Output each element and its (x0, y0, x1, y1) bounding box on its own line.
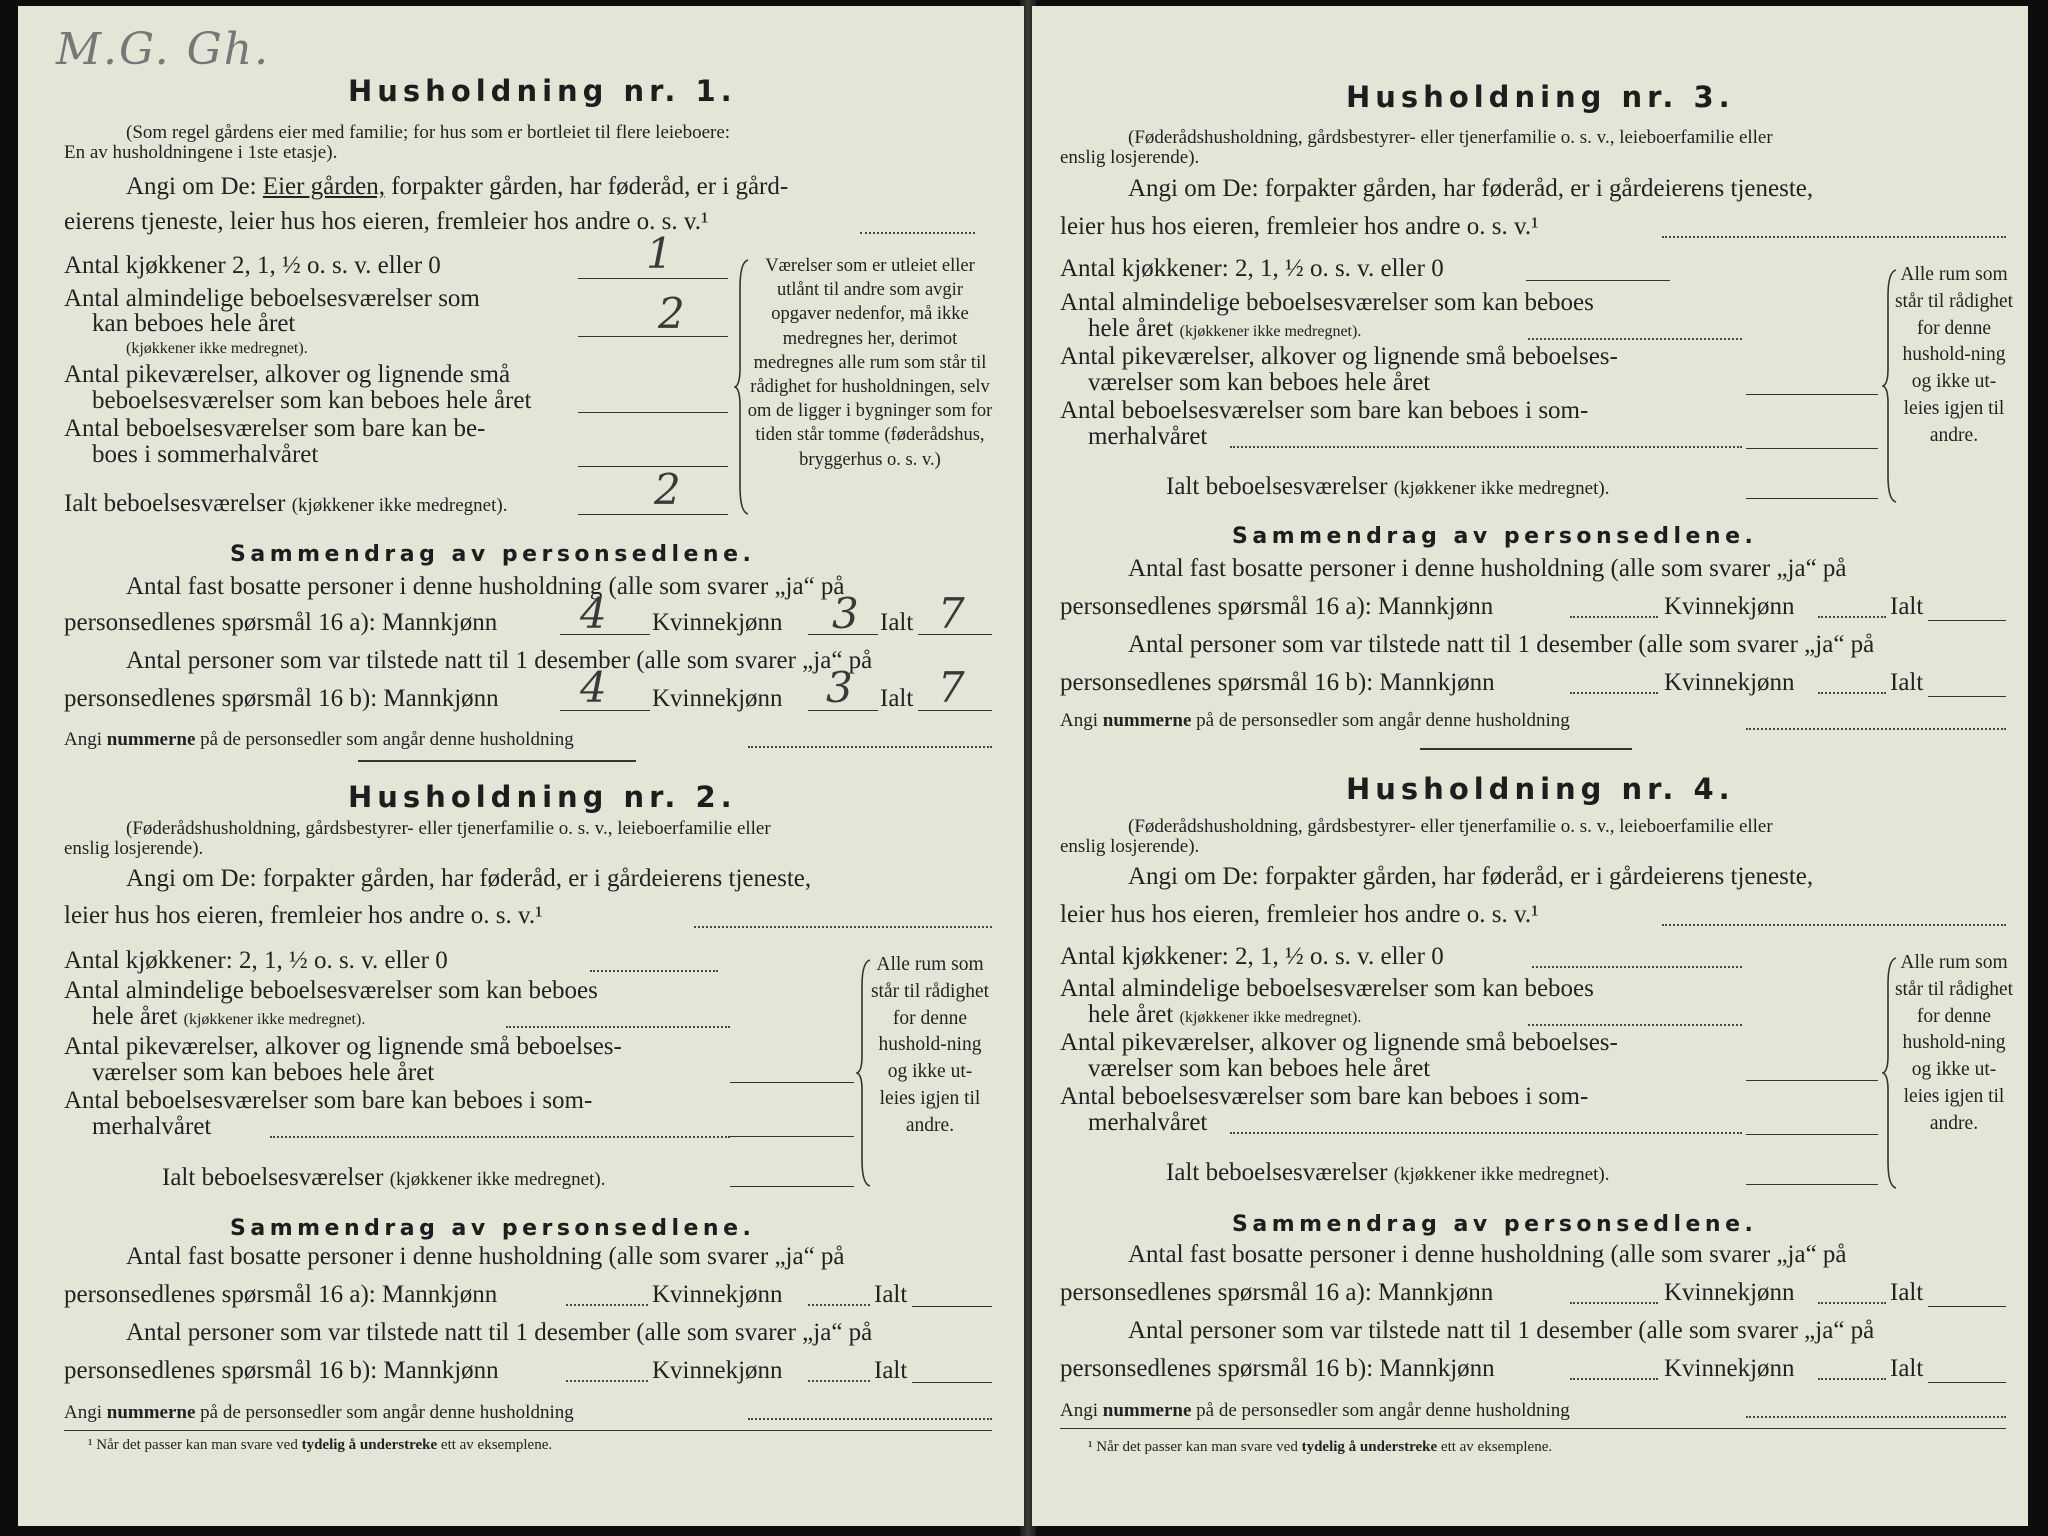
household-title: Husholdning nr. 2. (348, 780, 737, 814)
kjokkener-label: Antal kjøkkener: 2, 1, ½ o. s. v. eller 0 (1060, 255, 1444, 282)
alm-line2-text: hele året (1088, 1001, 1174, 1028)
nummer-prefix: Angi (1060, 1400, 1098, 1421)
til-mann-value: 4 (580, 663, 607, 712)
household-note: enslig losjerende). (1060, 147, 1200, 168)
ialt-short-line (1928, 696, 2006, 697)
summary-title: Sammendrag av personsedlene. (230, 1216, 756, 1241)
angi-line1: Angi om De: forpakter gården, har føderåd, er i gårdeierens tjeneste, (1128, 863, 1814, 890)
sommer-line (1230, 446, 1742, 448)
footnote-prefix: ¹ Når det passer kan man svare ved (1088, 1439, 1298, 1455)
kjokkener-label: Antal kjøkkener: 2, 1, ½ o. s. v. eller 0 (1060, 943, 1444, 970)
household-note: En av husholdningene i 1ste etasje). (64, 142, 338, 163)
nummer-line-fill (748, 1418, 992, 1420)
household-note: (Føderådshusholdning, gårdsbestyrer- eller tjenerfamilie o. s. v., leieboerfamilie eller (126, 818, 771, 839)
ialt-short-line (1928, 1306, 2006, 1307)
kvinne-label: Kvinnekjønn (652, 1281, 783, 1308)
angi-line2: eierens tjeneste, leier hus hos eieren, fremleier hos andre o. s. v.¹ (64, 208, 709, 235)
ialt-line (1746, 1184, 1878, 1185)
ialt-text: Ialt beboelsesværelser (1166, 473, 1388, 500)
alm-label: kan beboes hele året (92, 310, 296, 337)
fast-line1: Antal fast bosatte personer i denne husholdning (alle som svarer „ja“ på (1128, 1241, 1847, 1268)
pike-label: værelser som kan beboes hele året (1088, 1055, 1431, 1082)
fast-line2 (64, 1280, 497, 1310)
mann-label: Mannkjønn (1377, 593, 1494, 620)
tilstede-line1: Antal personer som var tilstede natt til 1 desember (alle som svarer „ja“ på (1128, 631, 1875, 658)
pike-label: beboelsesværelser som kan beboes hele året (92, 387, 532, 414)
alm-value: 2 (658, 289, 685, 338)
angi-question (126, 172, 788, 202)
kvinne-label: Kvinnekjønn (1664, 1355, 1795, 1382)
fast-line1: Antal fast bosatte personer i denne husholdning (alle som svarer „ja“ på (126, 573, 845, 600)
alm-line (578, 336, 728, 337)
ialt-note: (kjøkkener ikke medregnet). (1393, 1164, 1610, 1185)
angi-line2: leier hus hos eieren, fremleier hos andre o. s. v.¹ (1060, 213, 1539, 240)
ialt-label (64, 489, 507, 519)
ialt-label (1166, 472, 1609, 502)
mann-label: Mannkjønn (1379, 669, 1495, 696)
angi-line1: Angi om De: forpakter gården, har føderåd, er i gårdeierens tjeneste, (126, 865, 812, 892)
ialt-line (578, 514, 728, 515)
ialt-short-line (1928, 1382, 2006, 1383)
ialt-short: Ialt (874, 1281, 908, 1308)
footnote (88, 1430, 552, 1460)
nummer-prefix: Angi (64, 1402, 102, 1423)
sommer-label: merhalvåret (1088, 423, 1208, 450)
nummer-rest: på de personsedler som angår denne husholdning (1196, 1400, 1570, 1421)
tilstede-line2 (64, 1356, 499, 1386)
nummer-bold: nummerne (106, 729, 196, 750)
nummer-bold: nummerne (1102, 710, 1192, 731)
kvinne-line (808, 1380, 870, 1382)
pike-label: Antal pikeværelser, alkover og lignende små beboelses- (1060, 343, 1618, 370)
footnote-bold: tydelig å understreke (1301, 1439, 1438, 1455)
fast-prefix: personsedlenes spørsmål 16 a): (1060, 1279, 1372, 1306)
alm-note: (kjøkkener ikke medregnet). (1179, 1009, 1362, 1026)
tilstede-line1: Antal personer som var tilstede natt til 1 desember (alle som svarer „ja“ på (126, 647, 873, 674)
nummer-prefix: Angi (1060, 710, 1098, 731)
household-title: Husholdning nr. 3. (1346, 80, 1735, 114)
summary-title: Sammendrag av personsedlene. (1232, 524, 1758, 549)
alm-line (506, 1026, 730, 1028)
pike-label: Antal pikeværelser, alkover og lignende små beboelses- (1060, 1029, 1618, 1056)
ialt-short: Ialt (1890, 669, 1924, 696)
fast-kvinne-value: 3 (832, 589, 859, 638)
alm-label (1088, 314, 1361, 344)
nummer-line-fill (1746, 1416, 2006, 1418)
kjokkener-line (1532, 966, 1742, 968)
alm-line (1528, 338, 1742, 340)
sommer-answer-line (1746, 1134, 1878, 1135)
alm-label: Antal almindelige beboelsesværelser som kan beboes (1060, 975, 1594, 1002)
ialt-short: Ialt (1890, 1279, 1924, 1306)
fast-mann-value: 4 (580, 589, 607, 638)
footnote-bold: tydelig å understreke (301, 1437, 438, 1453)
kvinne-line (1818, 692, 1886, 694)
footnote-rule (1060, 1428, 2006, 1429)
side-note: Værelser som er utleiet eller utlånt til andre som avgir opgaver nedenfor, må ikke medregnes her, derimot medregnes alle rum som står til rådighet for husholdningen, selv om de ligger i bygninger som for tiden står tomme (føderådshus, bryggerhus o. s. v.) (747, 256, 993, 470)
nummer-line (64, 729, 574, 751)
kvinne-label: Kvinnekjønn (652, 609, 783, 636)
fast-ialt-value: 7 (938, 589, 965, 638)
til-ialt-value: 7 (938, 663, 965, 712)
pike-label: Antal pikeværelser, alkover og lignende små beboelses- (64, 1033, 622, 1060)
fast-line2 (1060, 592, 1493, 622)
summary-title: Sammendrag av personsedlene. (230, 542, 756, 567)
ialt-short-line (912, 1382, 992, 1383)
sommer-answer-line (1746, 448, 1878, 449)
tilstede-prefix: personsedlenes spørsmål 16 b): (64, 1357, 378, 1384)
ialt-line (1746, 498, 1878, 499)
footnote-rest: ett av eksemplene. (1440, 1439, 1553, 1455)
kvinne-label: Kvinnekjønn (652, 685, 783, 712)
sommer-line (578, 466, 728, 467)
nummer-bold: nummerne (1102, 1400, 1192, 1421)
answer-line (1662, 236, 2006, 238)
fast-line1: Antal fast bosatte personer i denne husholdning (alle som svarer „ja“ på (126, 1243, 845, 1270)
household-note: (Føderådshusholdning, gårdsbestyrer- eller tjenerfamilie o. s. v., leieboerfamilie eller (1128, 816, 1773, 837)
sommer-label: Antal beboelsesværelser som bare kan be- (64, 415, 486, 442)
footnote-rest: ett av eksemplene. (440, 1437, 553, 1453)
tilstede-prefix: personsedlenes spørsmål 16 b): (64, 685, 378, 712)
ialt-text: Ialt beboelsesværelser (64, 490, 286, 517)
nummer-line-fill (748, 746, 992, 748)
nummer-rest: på de personsedler som angår denne husholdning (200, 729, 574, 750)
household-title: Husholdning nr. 1. (348, 74, 737, 108)
angi-prefix: Angi om De: (126, 173, 257, 200)
ialt-note: (kjøkkener ikke medregnet). (1393, 478, 1610, 499)
tilstede-line2 (64, 684, 499, 714)
alm-label: Antal almindelige beboelsesværelser som kan beboes (64, 977, 598, 1004)
answer-line (694, 926, 992, 928)
answer-line (1662, 924, 2006, 926)
angi-rest: forpakter gården, har føderåd, er i gård- (391, 173, 789, 200)
alm-label (1088, 1000, 1361, 1030)
fast-line2 (64, 608, 497, 638)
kjokkener-line (1526, 280, 1670, 281)
kjokkener-line (578, 278, 728, 279)
ialt-line (730, 1186, 854, 1187)
summary-title: Sammendrag av personsedlene. (1232, 1212, 1758, 1237)
mann-label: Mannkjønn (1377, 1279, 1494, 1306)
tilstede-prefix: personsedlenes spørsmål 16 b): (1060, 1355, 1374, 1382)
mann-label: Mannkjønn (1379, 1355, 1495, 1382)
pike-line (1746, 394, 1878, 395)
household-note: (Som regel gårdens eier med familie; for hus som er bortleiet til flere leieboere: (126, 122, 731, 143)
sommer-label: merhalvåret (92, 1113, 212, 1140)
kvinne-label: Kvinnekjønn (1664, 669, 1795, 696)
mann-line (1570, 1378, 1658, 1380)
ialt-value: 2 (654, 465, 681, 514)
ialt-text: Ialt beboelsesværelser (1166, 1159, 1388, 1186)
pike-line (1746, 1080, 1878, 1081)
household-note: enslig losjerende). (64, 838, 204, 859)
fast-line2 (1060, 1278, 1493, 1308)
kvinne-label: Kvinnekjønn (652, 1357, 783, 1384)
mann-label: Mannkjønn (381, 609, 498, 636)
ialt-note: (kjøkkener ikke medregnet). (291, 495, 508, 516)
sommer-answer-line (730, 1136, 854, 1137)
ialt-short: Ialt (880, 685, 914, 712)
alm-note: (kjøkkener ikke medregnet). (1179, 323, 1362, 340)
kjokkener-label: Antal kjøkkener 2, 1, ½ o. s. v. eller 0 (64, 252, 441, 279)
sommer-label: Antal beboelsesværelser som bare kan beboes i som- (1060, 397, 1589, 424)
header-mark: M.G. Gh. (56, 24, 271, 75)
nummer-line (1060, 1400, 1570, 1422)
sommer-line (1230, 1132, 1742, 1134)
tilstede-line2 (1060, 668, 1495, 698)
tilstede-line1: Antal personer som var tilstede natt til 1 desember (alle som svarer „ja“ på (1128, 1317, 1875, 1344)
alm-line2-text: hele året (92, 1003, 178, 1030)
ialt-short-line (1928, 620, 2006, 621)
mann-label: Mannkjønn (383, 685, 499, 712)
footnote (1088, 1432, 1552, 1462)
angi-line1: Angi om De: forpakter gården, har føderåd, er i gårdeierens tjeneste, (1128, 175, 1814, 202)
sommer-line (270, 1136, 730, 1138)
ialt-short: Ialt (1890, 593, 1924, 620)
angi-line2: leier hus hos eieren, fremleier hos andre o. s. v.¹ (64, 902, 543, 929)
sommer-label: Antal beboelsesværelser som bare kan beboes i som- (1060, 1083, 1589, 1110)
ialt-short-line (912, 1306, 992, 1307)
side-note: Alle rum som står til rådighet for denne hushold-ning og ikke ut-leies igjen til andre. (870, 954, 990, 1136)
alm-note: (kjøkkener ikke medregnet). (183, 1011, 366, 1028)
kvinne-line (1818, 1302, 1886, 1304)
kvinne-line (1818, 1378, 1886, 1380)
ialt-note: (kjøkkener ikke medregnet). (389, 1169, 606, 1190)
mann-line (566, 1304, 648, 1306)
angi-eier-underlined: Eier gården, (262, 173, 385, 200)
mann-line (1570, 616, 1658, 618)
fast-line1: Antal fast bosatte personer i denne husholdning (alle som svarer „ja“ på (1128, 555, 1847, 582)
mann-line (1570, 1302, 1658, 1304)
household-note: (Føderådshusholdning, gårdsbestyrer- eller tjenerfamilie o. s. v., leieboerfamilie eller (1128, 127, 1773, 148)
sommer-label: Antal beboelsesværelser som bare kan beboes i som- (64, 1087, 593, 1114)
kvinne-line (808, 1304, 870, 1306)
left-page (18, 6, 1024, 1526)
ialt-label (1166, 1158, 1609, 1188)
nummer-prefix: Angi (64, 729, 102, 750)
ialt-short: Ialt (880, 609, 914, 636)
nummer-line-fill (1746, 728, 2006, 730)
alm-label: Antal almindelige beboelsesværelser som kan beboes (1060, 289, 1594, 316)
pike-line (730, 1082, 854, 1083)
tilstede-line1: Antal personer som var tilstede natt til 1 desember (alle som svarer „ja“ på (126, 1319, 873, 1346)
mann-line (566, 1380, 648, 1382)
footnote-prefix: ¹ Når det passer kan man svare ved (88, 1437, 298, 1453)
ialt-label (162, 1163, 605, 1193)
sommer-label: boes i sommerhalvåret (92, 441, 319, 468)
kvinne-label: Kvinnekjønn (1664, 1279, 1795, 1306)
kjokkener-value: 1 (646, 229, 673, 278)
til-kvinne-value: 3 (826, 663, 853, 712)
pike-line (578, 412, 728, 413)
alm-label: Antal almindelige beboelsesværelser som (64, 285, 480, 312)
nummer-bold: nummerne (106, 1402, 196, 1423)
pike-label: værelser som kan beboes hele året (1088, 369, 1431, 396)
kjokkener-label: Antal kjøkkener: 2, 1, ½ o. s. v. eller 0 (64, 947, 448, 974)
alm-note: (kjøkkener ikke medregnet). (126, 340, 308, 357)
kvinne-line (1818, 616, 1886, 618)
answer-line (860, 232, 975, 234)
pike-label: Antal pikeværelser, alkover og lignende små (64, 361, 511, 388)
fast-prefix: personsedlenes spørsmål 16 a): (1060, 593, 1372, 620)
right-page (1032, 6, 2028, 1526)
tilstede-prefix: personsedlenes spørsmål 16 b): (1060, 669, 1374, 696)
fast-prefix: personsedlenes spørsmål 16 a): (64, 609, 376, 636)
angi-line2: leier hus hos eieren, fremleier hos andre o. s. v.¹ (1060, 901, 1539, 928)
mann-line (1570, 692, 1658, 694)
side-note: Alle rum som står til rådighet for denne hushold-ning og ikke ut-leies igjen til andre. (1894, 264, 2014, 446)
pike-label: værelser som kan beboes hele året (92, 1059, 435, 1086)
household-title: Husholdning nr. 4. (1346, 772, 1735, 806)
mann-label: Mannkjønn (383, 1357, 499, 1384)
alm-line (1528, 1024, 1742, 1026)
side-note: Alle rum som står til rådighet for denne hushold-ning og ikke ut-leies igjen til andre. (1894, 952, 2014, 1134)
nummer-line (1060, 710, 1570, 732)
kjokkener-line (590, 970, 718, 972)
nummer-line (64, 1402, 574, 1424)
ialt-short: Ialt (1890, 1355, 1924, 1382)
kvinne-label: Kvinnekjønn (1664, 593, 1795, 620)
mann-label: Mannkjønn (381, 1281, 498, 1308)
household-note: enslig losjerende). (1060, 836, 1200, 857)
nummer-rest: på de personsedler som angår denne husholdning (200, 1402, 574, 1423)
ialt-short: Ialt (874, 1357, 908, 1384)
sommer-label: merhalvåret (1088, 1109, 1208, 1136)
tilstede-line2 (1060, 1354, 1495, 1384)
ialt-text: Ialt beboelsesværelser (162, 1164, 384, 1191)
alm-label (92, 1002, 365, 1032)
nummer-rest: på de personsedler som angår denne husholdning (1196, 710, 1570, 731)
divider (358, 760, 636, 762)
divider (1420, 748, 1632, 750)
alm-line2-text: hele året (1088, 315, 1174, 342)
fast-prefix: personsedlenes spørsmål 16 a): (64, 1281, 376, 1308)
